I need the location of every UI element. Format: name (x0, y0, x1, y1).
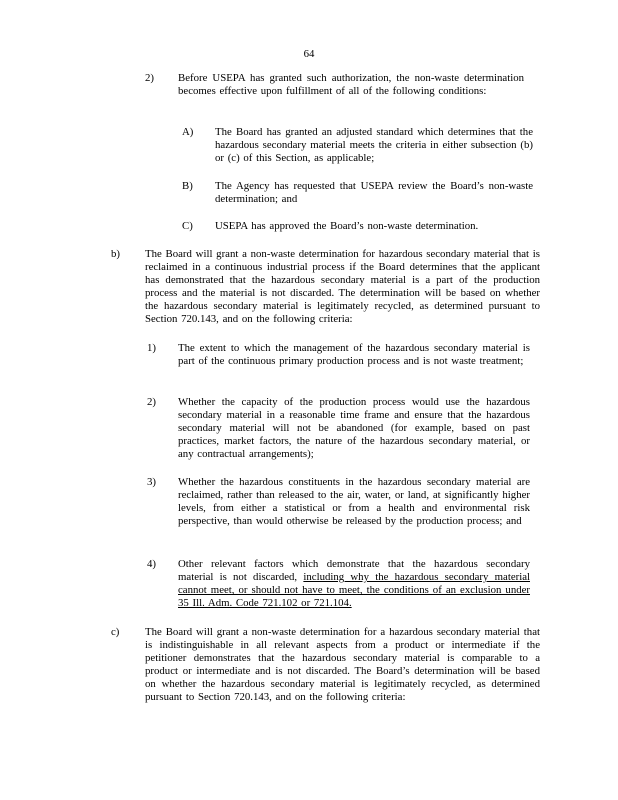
item-b1-text: The extent to which the management of the hazardous secondary material is part of the continuous primary production process and is not waste treatment; (178, 342, 530, 368)
item-b4-plain-text: Other relevant factors which demonstrate that the hazardous secondary material is not discarded, (178, 558, 530, 584)
item-b4-text (178, 558, 530, 610)
item-a2-marker: 2) (145, 72, 154, 84)
section-c-marker: c) (111, 626, 120, 638)
section-b-marker: b) (111, 248, 120, 260)
item-b4-amended-text: including why the hazardous secondary material cannot meet, or should not have to meet, the conditions of an exclusion under 35 Ill. Adm. Code 721.102 or 721.104. (178, 571, 530, 610)
item-a2A-text: The Board has granted an adjusted standard which determines that the hazardous secondary material meets the criteria in either subsection (b) or (c) of this Section, as applicable; (215, 126, 533, 165)
item-b3-marker: 3) (147, 476, 156, 488)
item-b4-marker: 4) (147, 558, 156, 570)
item-a2-text: Before USEPA has granted such authorization, the non-waste determination becomes effective upon fulfillment of all of the following conditions: (178, 72, 524, 98)
section-c-text: The Board will grant a non-waste determination for a hazardous secondary material that is indistinguishable in all relevant aspects from a product or intermediate if the petitioner demonstrates that the hazardous secondary material is comparable to a product or intermediate and is not discarded. The Board’s determination will be based on whether the hazardous secondary material is legitimately recycled, as determined pursuant to Section 720.143, and on the following criteria: (145, 626, 540, 704)
item-a2B-text: The Agency has requested that USEPA review the Board’s non-waste determination; and (215, 180, 533, 206)
page-number: 64 (303, 48, 315, 60)
item-b2-marker: 2) (147, 396, 156, 408)
item-b3-text: Whether the hazardous constituents in the hazardous secondary material are reclaimed, rather than released to the air, water, or land, at significantly higher levels, from either a statistical or from a health and environmental risk perspective, than would otherwise be released by the production process; and (178, 476, 530, 528)
section-b-text: The Board will grant a non-waste determination for hazardous secondary material that is reclaimed in a continuous industrial process if the Board determines that the applicant has demonstrated that the hazardous secondary material is a part of the production process and the material is not discarded. The determination will be based on whether the hazardous secondary material is legitimately recycled, as determined pursuant to Section 720.143, and on the following criteria: (145, 248, 540, 326)
item-a2A-marker: A) (182, 126, 194, 138)
item-b2-text: Whether the capacity of the production process would use the hazardous secondary material in a reasonable time frame and ensure that the hazardous secondary material will not be abandoned (for example, based on past practices, market factors, the nature of the hazardous secondary material, or any contractual arrangements); (178, 396, 530, 461)
item-a2C-text: USEPA has approved the Board’s non-waste determination. (215, 220, 479, 232)
item-a2B-marker: B) (182, 180, 193, 192)
item-b1-marker: 1) (147, 342, 156, 354)
item-a2C-marker: C) (182, 220, 193, 232)
